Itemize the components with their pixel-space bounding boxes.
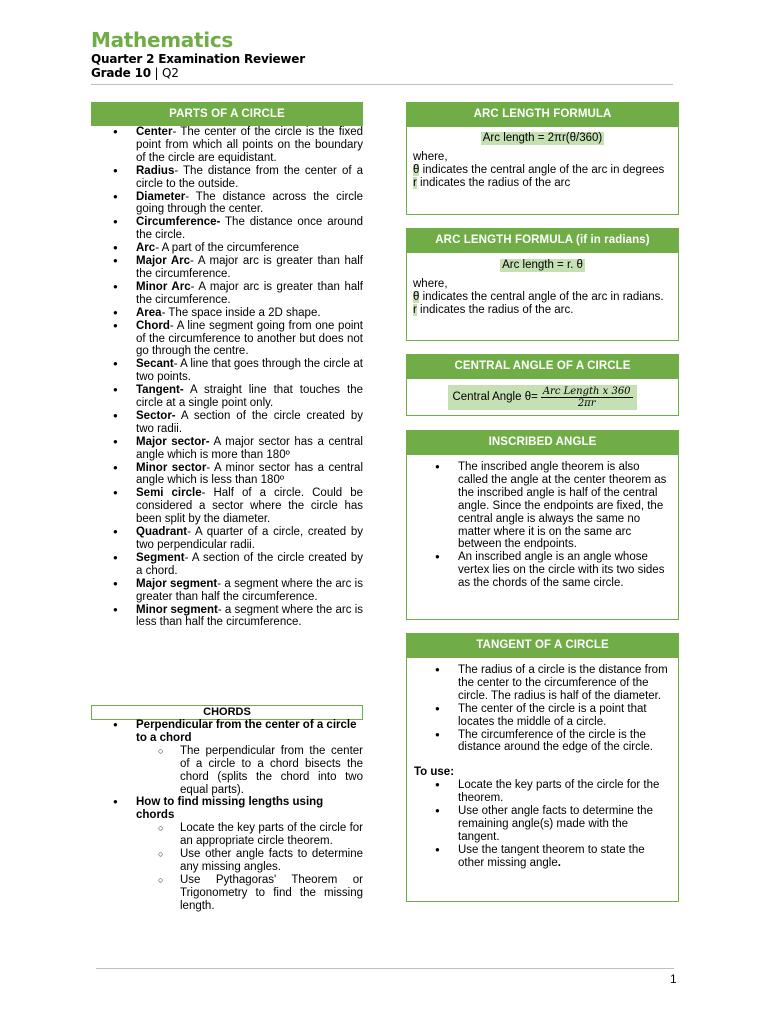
footer-divider	[96, 968, 674, 969]
list-item	[91, 307, 363, 320]
definition: - The center of the circle is the fixed point from which all points on the boundary of the circle are equidistant.	[136, 126, 363, 164]
term: Sector-	[136, 409, 176, 422]
group-title: ● Perpendicular from the center of a circle to a chord	[136, 719, 357, 744]
document-header	[91, 28, 305, 80]
list-item	[91, 719, 363, 796]
to-use-label: To use:	[414, 766, 455, 779]
term: Major Arc	[136, 255, 191, 268]
use-text: Use other angle facts to determine the remaining angle(s) made with the tangent.	[458, 805, 653, 843]
definition: - A section of the circle created by a chord.	[136, 551, 363, 577]
list-item	[91, 242, 363, 255]
central-angle-formula	[448, 385, 636, 410]
fraction-denominator: 2πr	[577, 397, 596, 409]
central-angle-box	[406, 378, 679, 416]
list-item	[91, 462, 363, 488]
inscribed-list	[407, 461, 678, 590]
sub-list-item: ○ Locate the key parts of the circle for an appropriate circle theorem.	[136, 822, 363, 848]
arc-length-formula: Arc length = 2πr(θ/360)	[482, 132, 603, 144]
list-item	[91, 358, 363, 384]
arc-length-heading: ARC LENGTH FORMULA	[406, 102, 679, 126]
document-subtitle: Quarter 2 Examination Reviewer	[91, 52, 305, 66]
list-item	[91, 796, 363, 912]
term: Chord	[136, 319, 170, 332]
list-item: ● The radius of a circle is the distance from the center to the circumference of the circle. The radius is half of the diameter.	[407, 664, 678, 703]
term: Arc	[136, 242, 156, 255]
fraction-numerator: Arc Length x 360	[542, 385, 631, 397]
group-title: ● How to find missing lengths using chords	[136, 796, 324, 822]
definition: - The space inside a 2D shape.	[161, 306, 321, 319]
list-item	[91, 410, 363, 436]
tangent-box	[406, 657, 679, 902]
chords-heading: CHORDS	[91, 705, 363, 720]
list-item	[91, 165, 363, 191]
theta-description: indicates the central angle of the arc in degrees	[419, 163, 665, 176]
central-angle-lhs: Central Angle θ=	[452, 391, 538, 403]
grade-label: Grade 10	[91, 66, 151, 80]
list-item	[91, 320, 363, 359]
term: Center	[136, 126, 173, 138]
r-description: indicates the radius of the arc	[416, 176, 571, 189]
term: Tangent-	[136, 384, 184, 397]
definition: - a segment where the arc is greater than half the circumference.	[136, 577, 363, 603]
final-period: .	[557, 856, 561, 869]
inscribed-box	[406, 454, 679, 620]
list-item	[91, 281, 363, 307]
sub-list-item: ○ Use other angle facts to determine any missing angles.	[136, 848, 363, 874]
grade-separator: |	[150, 66, 162, 80]
list-item	[91, 604, 363, 630]
term: Minor sector	[136, 461, 207, 474]
theta-description: indicates the central angle of the arc in radians.	[419, 290, 664, 303]
term: Major sector-	[136, 435, 210, 448]
grade-line	[91, 66, 305, 80]
arc-radians-box	[406, 252, 679, 341]
arc-radians-formula: Arc length = r. θ	[502, 259, 583, 271]
list-item	[91, 216, 363, 242]
definition: - A major arc is greater than half the circumference.	[136, 280, 363, 306]
definition: - A line segment going from one point of the circumference to another but does not go through the centre.	[136, 319, 363, 358]
tangent-list	[407, 664, 678, 754]
list-item	[91, 384, 363, 410]
list-item	[91, 126, 363, 165]
central-angle-fraction	[541, 386, 633, 409]
list-item: ● The center of the circle is a point that locates the middle of a circle.	[407, 703, 678, 729]
term: Secant	[136, 358, 174, 371]
definition: - A quarter of a circle, created by two perpendicular radii.	[136, 526, 363, 551]
term: Major segment	[136, 577, 218, 590]
document-title: Mathematics	[91, 28, 233, 52]
chords-list-container	[91, 719, 363, 913]
r-symbol: r	[413, 176, 417, 189]
definition: A section of the circle created by two radii.	[136, 409, 363, 435]
definition: - The distance from the center of a circle to the outside.	[136, 164, 363, 190]
definition: - The distance across the circle going through the center.	[136, 190, 363, 216]
use-text: Locate the key parts of the circle for the theorem.	[458, 779, 660, 805]
term: Minor Arc	[136, 280, 191, 293]
sub-list-item: ○ Use Pythagoras' Theorem or Trigonometry to find the missing length.	[136, 874, 363, 913]
term: Minor segment	[136, 603, 218, 616]
sub-list	[136, 745, 363, 797]
arc-length-box	[406, 126, 679, 215]
page-number: 1	[670, 972, 677, 986]
theta-symbol: θ	[413, 290, 420, 303]
inscribed-heading: INSCRIBED ANGLE	[406, 430, 679, 454]
parts-list	[91, 126, 363, 629]
term: Segment	[136, 551, 185, 564]
r-symbol: r	[413, 303, 417, 316]
list-item	[91, 436, 363, 462]
use-text: Use the tangent theorem to state the other missing angle	[458, 843, 645, 869]
list-item	[407, 805, 678, 844]
r-description: indicates the radius of the arc.	[416, 303, 574, 316]
list-item	[91, 526, 363, 552]
header-divider	[91, 84, 673, 85]
definition: - Half of a circle. Could be considered a sector where the circle has been split by the diameter.	[136, 487, 364, 526]
parts-heading: PARTS OF A CIRCLE	[91, 102, 363, 126]
definition: - A minor sector has a central angle which is less than 180º	[136, 461, 363, 487]
list-item	[91, 487, 363, 526]
list-item	[91, 191, 363, 217]
definition: A major sector has a central angle which is more than 180º	[136, 435, 363, 461]
list-item: ● An inscribed angle is an angle whose vertex lies on the circle with its two sides as the chords of the same circle.	[407, 551, 678, 590]
list-item	[91, 578, 363, 604]
list-item	[407, 779, 678, 805]
parts-list-container	[91, 126, 363, 629]
definition: - a segment where the arc is less than half the circumference.	[136, 603, 363, 629]
central-angle-heading: CENTRAL ANGLE OF A CIRCLE	[406, 354, 679, 378]
tangent-use-list	[407, 779, 678, 869]
term: Area	[136, 306, 162, 319]
sub-list-item: ○ The perpendicular from the center of a circle to a chord bisects the chord (splits the chord into two equal parts).	[136, 745, 363, 797]
definition: The distance once around the circle.	[136, 216, 363, 242]
term: Quadrant	[136, 526, 188, 539]
quarter-label: Q2	[161, 66, 179, 80]
term: Diameter	[136, 190, 186, 203]
chords-list	[91, 719, 363, 913]
arc-length-where: where,	[413, 150, 448, 163]
definition: - A major arc is greater than half the circumference.	[136, 255, 363, 280]
sub-list	[136, 822, 363, 912]
term: Semi circle	[136, 487, 202, 500]
definition: - A part of the circumference	[155, 242, 300, 255]
list-item	[407, 844, 678, 870]
list-item	[91, 255, 363, 281]
list-item	[91, 552, 363, 578]
term: Radius	[136, 164, 175, 177]
definition: A straight line that touches the circle at a single point only.	[136, 384, 363, 410]
theta-symbol: θ	[413, 163, 420, 176]
definition: - A line that goes through the circle at two points.	[136, 358, 363, 384]
list-item: ● The inscribed angle theorem is also called the angle at the center theorem as the inscribed angle is half of the central angle. Since the endpoints are fixed, the central angle is always the same no matter where it is on the same arc between the endpoints.	[407, 461, 678, 551]
arc-radians-heading: ARC LENGTH FORMULA (if in radians)	[406, 228, 679, 252]
term: Circumference-	[136, 216, 221, 229]
tangent-heading: TANGENT OF A CIRCLE	[406, 633, 679, 657]
list-item: ● The circumference of the circle is the distance around the edge of the circle.	[407, 729, 678, 755]
arc-radians-where: where,	[413, 277, 448, 290]
